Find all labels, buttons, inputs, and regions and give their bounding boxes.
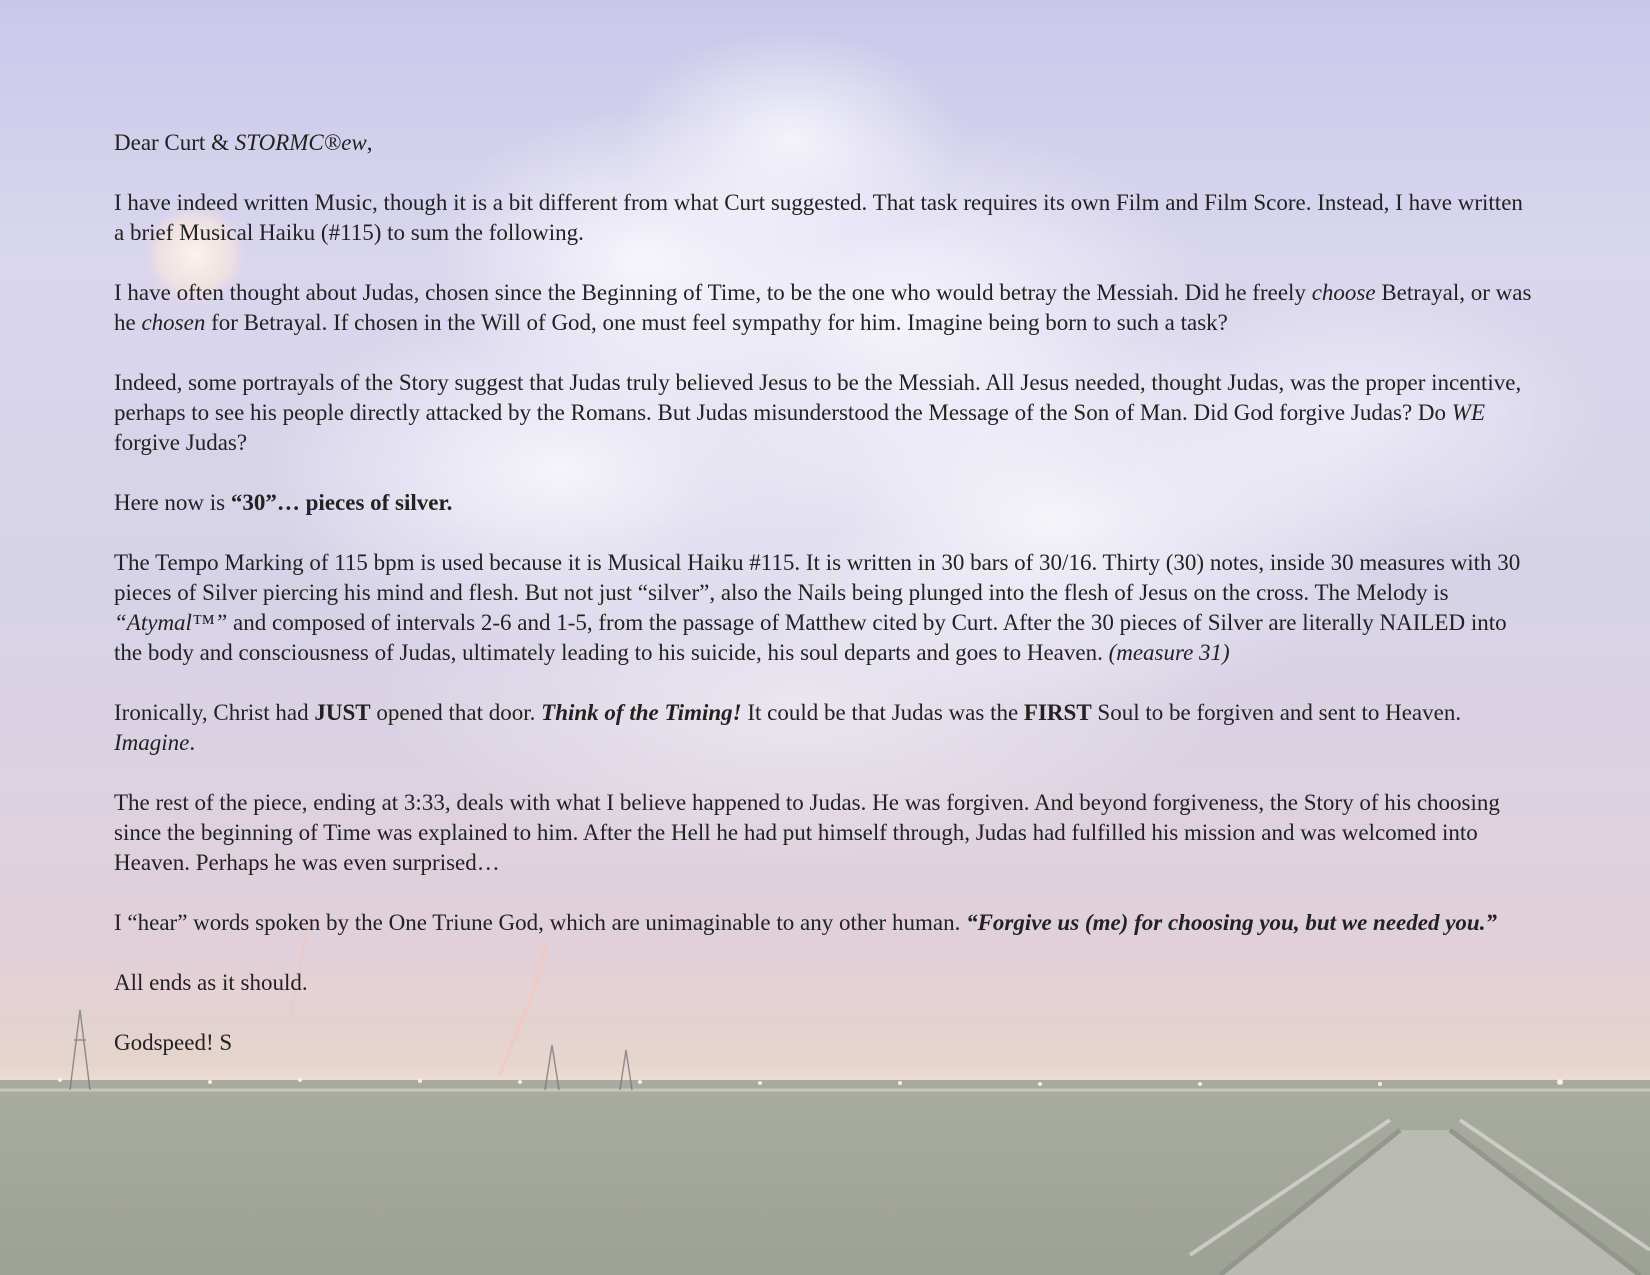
emphasis-just: JUST [314,700,371,725]
signoff: Godspeed! S [114,1030,233,1055]
paragraph-all-ends: All ends as it should. [114,970,308,995]
text-run: for Betrayal. If chosen in the Will of God, one must feel sympathy for him. Imagine being born to such a task? [205,310,1228,335]
text-run: and composed of intervals 2-6 and 1-5, from the passage of Matthew cited by Curt. After the 30 pieces of Silver are literally NAILED into the body and consciousness of Judas, ultimately leading to his suicide, his soul departs and goes to Heaven. [114,610,1507,665]
text-run: Soul to be forgiven and sent to Heaven. [1091,700,1462,725]
salutation-text: Dear Curt & [114,130,235,155]
emphasis-imagine: Imagine [114,730,190,755]
text-run: Betrayal, or was he [114,280,1532,335]
text-run: forgive Judas? [114,430,248,455]
emphasis-we: WE [1451,400,1486,425]
text-run: opened that door. [370,700,542,725]
emphasis-first: FIRST [1023,700,1092,725]
paragraph-ironically [114,698,1534,758]
paragraph-hear [114,908,1534,938]
emphasis-atymal: “Atymal™” [114,610,228,635]
text-run: I “hear” words spoken by the One Triune God, which are unimaginable to any other human. [114,910,967,935]
text-run: The Tempo Marking of 115 bpm is used because it is Musical Haiku #115. It is written in 30 bars of 30/16. Thirty (30) notes, inside 30 measures with 30 pieces of Silver piercing his mind and flesh. But not just “silver”, also the Nails being plunged into the flesh of Jesus on the cross. The Melody is [114,550,1521,605]
text-run: Indeed, some portrayals of the Story suggest that Judas truly believed Jesus to be the Messiah. All Jesus needed, thought Judas, was the proper incentive, perhaps to see his people directly attacked by the Romans. But Judas misunderstood the Message of the Son of Man. Did God forgive Judas? Do [114,370,1522,425]
salutation-crew: STORMC®ew [234,130,367,155]
emphasis-measure: (measure 31) [1108,640,1230,665]
paragraph-rest-of-piece: The rest of the piece, ending at 3:33, deals with what I believe happened to Judas. He was forgiven. And beyond forgiveness, the Story of his choosing since the beginning of Time was explained to him. After the Hell he had put himself through, Judas had fulfilled his mission and was welcomed into Heaven. Perhaps he was even surprised… [114,790,1500,875]
text-run: I have often thought about Judas, chosen since the Beginning of Time, to be the one who would betray the Messiah. Did he freely [114,280,1312,305]
paragraph-intro: I have indeed written Music, though it is a bit different from what Curt suggested. That task requires its own Film and Film Score. Instead, I have written a brief Musical Haiku (#115) to sum the following. [114,190,1523,245]
piece-title: “30”… pieces of silver. [230,490,453,515]
salutation [114,128,1534,158]
emphasis-choose: choose [1311,280,1376,305]
paragraph-tempo [114,548,1534,668]
paragraph-title-intro [114,488,1534,518]
text-run: It could be that Judas was the [741,700,1024,725]
paragraph-portrayals [114,368,1534,458]
text-run: . [189,730,196,755]
text-run: Ironically, Christ had [114,700,315,725]
letter-body [114,128,1534,1088]
emphasis-timing: Think of the Timing! [541,700,742,725]
salutation-end: , [366,130,373,155]
emphasis-chosen: chosen [141,310,206,335]
quote-forgive: “Forgive us (me) for choosing you, but we needed you.” [966,910,1497,935]
paragraph-judas-chosen [114,278,1534,338]
text-run: Here now is [114,490,231,515]
